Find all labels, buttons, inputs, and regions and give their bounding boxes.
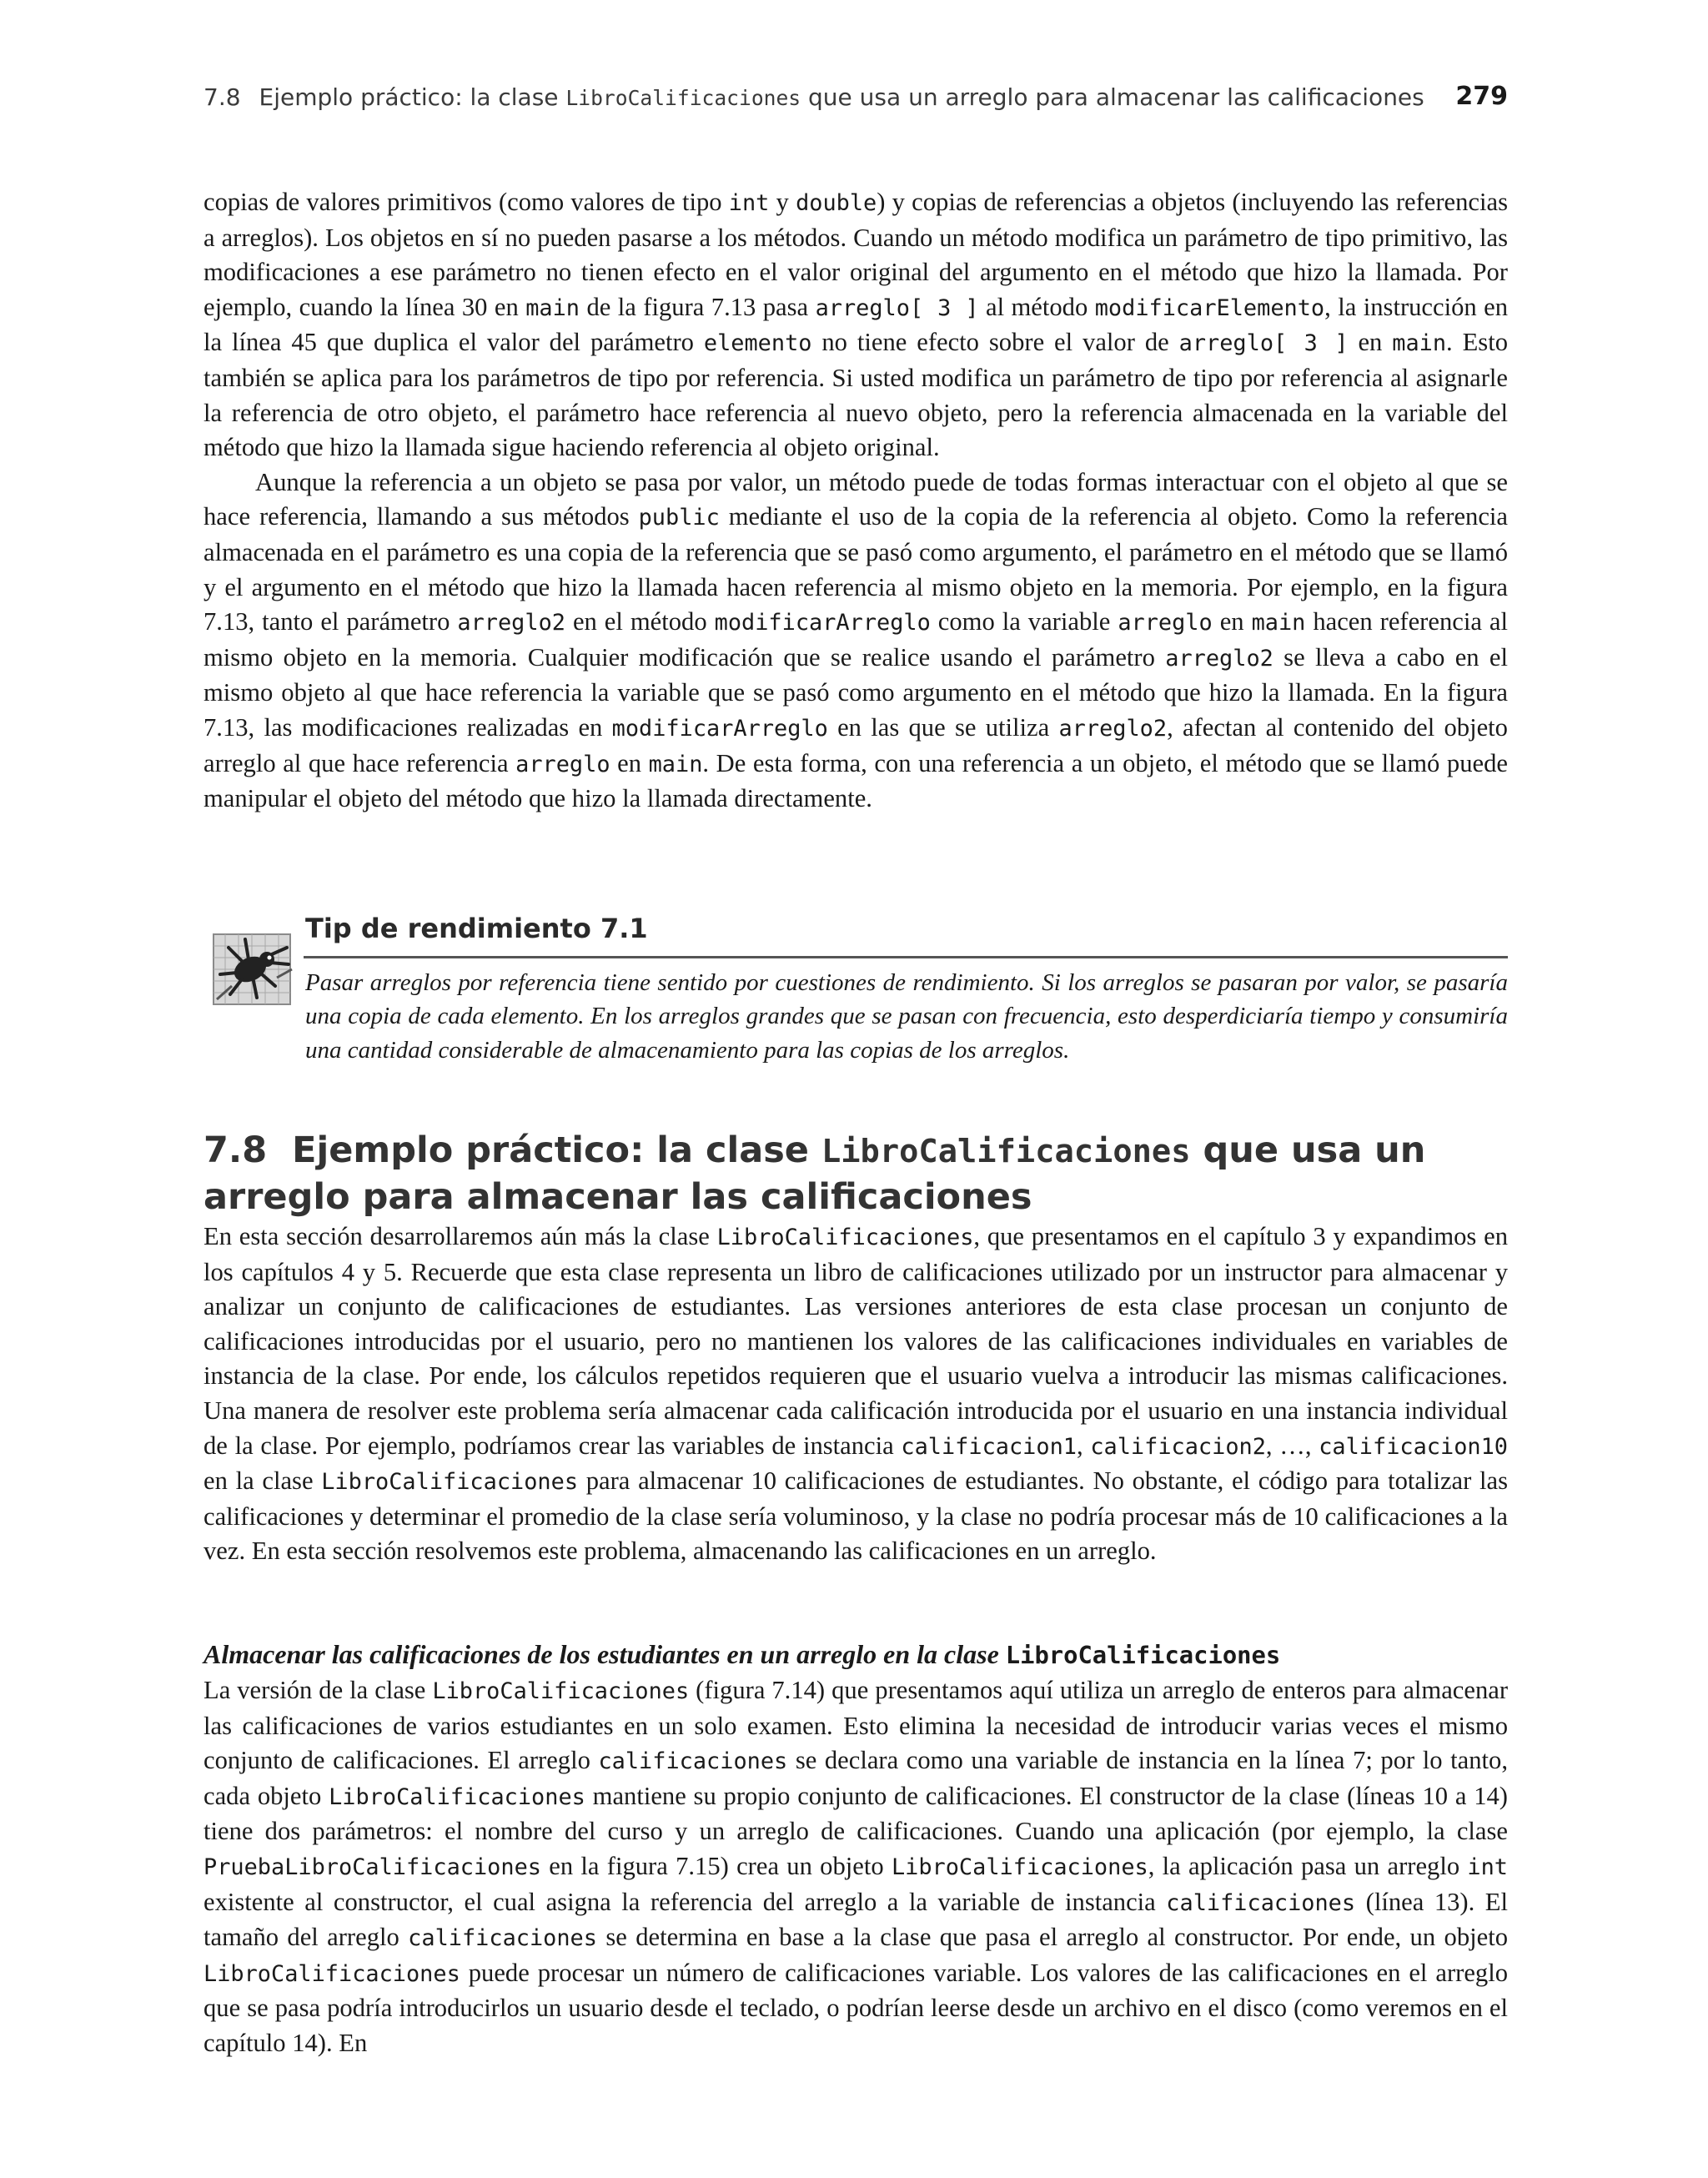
code-run: LibroCalificaciones (203, 1960, 460, 1987)
subheading (203, 1637, 1508, 1672)
text-run: . Esto también se aplica para los parámetros de tipo por referencia. Si usted modifica un parámetro de tipo por referencia al asignarle la referencia de otro objeto, el parámetro hace referencia al nuevo objeto, pero la referencia almacenada en la variable del método que hizo la llamada sigue haciendo referencia al objeto original. (203, 328, 1508, 462)
paragraph-4 (203, 1673, 1508, 2061)
code-run: arreglo2 (1058, 715, 1168, 742)
subheading-code: LibroCalificaciones (1005, 1641, 1281, 1669)
text-run: , …, (1265, 1431, 1319, 1460)
code-run: LibroCalificaciones (432, 1678, 690, 1704)
text-run: en la clase (203, 1466, 322, 1496)
text-run: La versión de la clase (203, 1676, 433, 1704)
code-run: modificarArreglo (714, 610, 931, 636)
code-run: main (525, 294, 580, 321)
text-run: (línea 13). El tamaño del arreglo (203, 1887, 1508, 1952)
code-run: calificaciones (598, 1748, 788, 1775)
code-run: LibroCalificaciones (891, 1854, 1148, 1880)
performance-tip-bug-icon (212, 928, 295, 1008)
text-run: al método (978, 292, 1095, 321)
code-run: arreglo2 (457, 610, 565, 636)
code-run: calificaciones (1166, 1889, 1356, 1916)
code-run: arreglo2 (1165, 645, 1273, 672)
text-run: puede procesar un número de calificaciones variable. Los valores de las calificaciones en el arreglo que se pasa podría introducirlos un usuario desde el teclado, o podrían leerse desde un archivo en el disco (como veremos en el capítulo 14). En (203, 1958, 1508, 2057)
code-run: modificarElemento (1094, 294, 1325, 321)
text-run: Aunque la referencia a un objeto se pasa por valor, un método puede de todas formas interactuar con el objeto al que se hace referencia, llamando a sus métodos (203, 467, 1508, 531)
code-run: public (638, 505, 720, 531)
text-run: , que presentamos en el capítulo 3 y expandimos en los capítulos 4 y 5. Recuerde que esta clase representa un libro de calificaciones utilizado por un instructor para almacenar y analizar un conjunto de calificaciones de estudiantes. Las versiones anteriores de esta clase procesan un conjunto de calificaciones introducidas por el usuario, pero no mantienen los valores de las calificaciones individuales en variables de instancia de la clase. Por ende, los cálculos repetidos requieren que el usuario vuelva a introducir las mismas calificaciones. Una manera de resolver este problema sería almacenar cada calificación introducida por el usuario en una instancia individual de la clase. Por ejemplo, podríamos crear las variables de instancia (203, 1222, 1508, 1460)
code-run: elemento (703, 330, 812, 357)
performance-tip-divider (304, 956, 1508, 958)
text-run: se declara como una variable de instancia en la línea 7; por lo tanto, cada objeto (203, 1746, 1508, 1810)
code-run: int (728, 190, 770, 216)
text-run: de la figura 7.13 pasa (580, 292, 816, 321)
text-run: , la aplicación pasa un arreglo (1148, 1851, 1468, 1880)
section-number: 7.8 (203, 1129, 268, 1171)
body-text-top (203, 185, 1508, 817)
header-title-suffix: que usa un arreglo para almacenar las calificaciones (808, 83, 1424, 111)
text-run: hacen referencia al mismo objeto en la memoria. Cualquier modificación que se realice usando el parámetro (203, 607, 1508, 672)
code-run: arreglo (515, 751, 610, 777)
running-header (203, 83, 1508, 111)
text-run: (figura 7.14) que presentamos aquí utiliza un arreglo de enteros para almacenar las calificaciones de varios estudiantes en un solo examen. Esto elimina la necesidad de introducir varias veces el mismo conjunto de calificaciones. El arreglo (203, 1676, 1509, 1775)
text-run: en la figura 7.15) crea un objeto (540, 1851, 892, 1880)
text-run: mantiene su propio conjunto de calificaciones. El constructor de la clase (líneas 10 a 14) tiene dos parámetros: el nombre del curso y un arreglo de calificaciones. Cuando una aplicación (por ejemplo, la clase (203, 1781, 1508, 1846)
text-run: no tiene efecto sobre el valor de (811, 328, 1179, 357)
code-run: LibroCalificaciones (329, 1783, 585, 1810)
header-title-code: LibroCalificaciones (565, 86, 801, 110)
text-run: en (610, 748, 649, 777)
text-run: , (1076, 1431, 1091, 1460)
text-run: en (1212, 607, 1252, 636)
header-title-prefix: Ejemplo práctico: la clase (259, 83, 559, 111)
text-run: como la variable (930, 607, 1118, 636)
text-run: , afectan al contenido del objeto arreglo al que hace referencia (203, 712, 1508, 777)
code-run: modificarArreglo (611, 715, 828, 742)
code-run: double (796, 190, 877, 216)
text-run: en el método (565, 607, 715, 636)
code-run: main (648, 751, 703, 777)
section-heading (203, 1128, 1508, 1220)
text-run: En esta sección desarrollaremos aún más la clase (203, 1222, 717, 1250)
paragraph-1 (203, 185, 1508, 465)
code-run: LibroCalificaciones (716, 1225, 974, 1250)
code-run: PruebaLibroCalificaciones (203, 1854, 541, 1880)
code-run: calificaciones (408, 1925, 597, 1952)
text-run: mediante el uso de la copia de la referencia al objeto. Como la referencia almacenada en el parámetro es una copia de la referencia que se pasó como argumento, el parámetro en el método que se llamó y el argumento en el método que hizo la llamada hacen referencia al mismo objeto en la memoria. Por ejemplo, en la figura 7.13, tanto el parámetro (203, 502, 1508, 636)
paragraph-2 (203, 465, 1508, 817)
text-run: en (1348, 328, 1393, 357)
code-run: arreglo[ 3 ] (1178, 330, 1349, 357)
code-run: calificacion10 (1319, 1433, 1508, 1460)
code-run: int (1467, 1854, 1509, 1880)
text-run: y (769, 188, 796, 216)
subheading-text: Almacenar las calificaciones de los estudiantes en un arreglo en la clase (203, 1639, 1006, 1669)
text-run: en las que se utiliza (827, 712, 1059, 742)
performance-tip-text: Pasar arreglos por referencia tiene sentido por cuestiones de rendimiento. Si los arreglos se pasaran por valor, se pasaría una copia de cada elemento. En los arreglos grandes que se pasan con frecuencia, esto desperdiciaría tiempo y consumiría una cantidad considerable de almacenamiento para las copias de los arreglos. (305, 969, 1508, 1064)
section-title-code: LibroCalificaciones (821, 1133, 1191, 1170)
text-run: , la instrucción en la línea 45 que duplica el valor del parámetro (203, 292, 1508, 357)
body-text-bottom (203, 1673, 1508, 2061)
code-run: arreglo (1118, 610, 1213, 636)
text-run: . De esta forma, con una referencia a un objeto, el método que se llamó puede manipular el objeto del método que hizo la llamada directamente. (203, 748, 1508, 813)
header-section-number: 7.8 (203, 83, 241, 111)
text-run: existente al constructor, el cual asigna la referencia del arreglo a la variable de instancia (203, 1887, 1167, 1916)
body-text-section (203, 1220, 1508, 1569)
text-run: para almacenar 10 calificaciones de estudiantes. No obstante, el código para totalizar las calificaciones y determinar el promedio de la clase sería voluminoso, y la clase no podría procesar más de 10 calificaciones a la vez. En esta sección resolvemos este problema, almacenando las calificaciones en un arreglo. (203, 1466, 1508, 1566)
section-title-suffix: que usa un arreglo para almacenar las calificaciones (203, 1129, 1426, 1218)
text-run: ) y copias de referencias a objetos (incluyendo las referencias a arreglos). Los objetos en sí no pueden pasarse a los métodos. Cuando un método modifica un parámetro de tipo primitivo, las modificaciones a ese parámetro no tienen efecto en el valor original del argumento en el método que hizo la llamada. Por ejemplo, cuando la línea 30 en (203, 188, 1508, 321)
code-run: calificacion2 (1090, 1433, 1266, 1460)
text-run: se lleva a cabo en el mismo objeto al que hace referencia la variable que se pasó como argumento en el método que hizo la llamada. En la figura 7.13, las modificaciones realizadas en (203, 642, 1508, 742)
code-run: main (1392, 330, 1447, 357)
section-title-prefix: Ejemplo práctico: la clase (292, 1129, 821, 1171)
code-run: calificacion1 (901, 1433, 1077, 1460)
page-number: 279 (1455, 82, 1508, 111)
text-run: copias de valores primitivos (como valores de tipo (203, 188, 729, 216)
code-run: LibroCalificaciones (321, 1469, 579, 1496)
text-run: se determina en base a la clase que pasa el arreglo al constructor. Por ende, un objeto (596, 1923, 1508, 1952)
code-run: main (1251, 610, 1306, 636)
paragraph-3 (203, 1220, 1508, 1569)
performance-tip-title: Tip de rendimiento 7.1 (305, 913, 648, 944)
code-run: arreglo[ 3 ] (815, 294, 979, 321)
